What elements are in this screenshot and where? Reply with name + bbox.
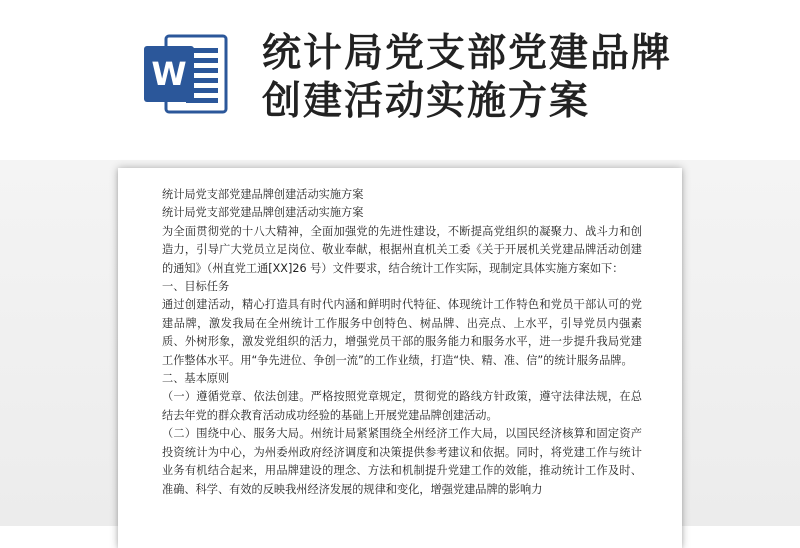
header-banner [0, 0, 800, 160]
doc-paragraph: （一）遵循党章、依法创建。严格按照党章规定，贯彻党的路线方针政策，遵守法律法规，在总结去年党的群众教育活动成功经验的基础上开展党建品牌创建活动。 [162, 390, 642, 422]
doc-paragraph: 通过创建活动，精心打造具有时代内涵和鲜明时代特征、体现统计工作特色和党员干部认可的党建品牌，激发我局在全州统计工作服务中创特色、树品牌、出亮点、上水平，引导党员内强素质、外树形象，激发党组织的活力，增强党员干部的服务能力和服务水平，进一步提升我局党建工作整体水平。用“争先进位、争创一流”的工作业绩，打造“快、精、准、信”的统计服务品牌。 [162, 298, 642, 367]
document-body [162, 186, 642, 499]
word-icon-letter: W [151, 55, 187, 93]
doc-paragraph: 为全面贯彻党的十八大精神，全面加强党的先进性建设，不断提高党组织的凝聚力、战斗力和创造力，引导广大党员立足岗位、敬业奉献，根据州直机关工委《关于开展机关党建品牌活动创建的通知》（州直党工通[XX]26 号）文件要求，结合统计工作实际，现制定具体实施方案如下： [162, 224, 642, 275]
doc-heading: 统计局党支部党建品牌创建活动实施方案 [162, 206, 364, 220]
doc-section-heading: 一、目标任务 [162, 280, 230, 294]
doc-paragraph: （二）围绕中心、服务大局。州统计局紧紧围绕全州经济工作大局，以国民经济核算和固定资产投资统计为中心，为州委州政府经济调度和决策提供参考建议和依据。同时，将党建工作与统计业务有机结合起来，用品牌建设的理念、方法和机制提升党建工作的效能，推动统计工作及时、准确、科学、有效的反映我州经济发展的规律和变化，增强党建品牌的影响力 [162, 427, 642, 496]
doc-section-heading: 二、基本原则 [162, 372, 230, 386]
doc-heading: 统计局党支部党建品牌创建活动实施方案 [162, 188, 364, 201]
document-page [118, 168, 682, 548]
page-title: 统计局党支部党建品牌创建活动实施方案 [262, 31, 673, 124]
word-icon [142, 34, 228, 114]
